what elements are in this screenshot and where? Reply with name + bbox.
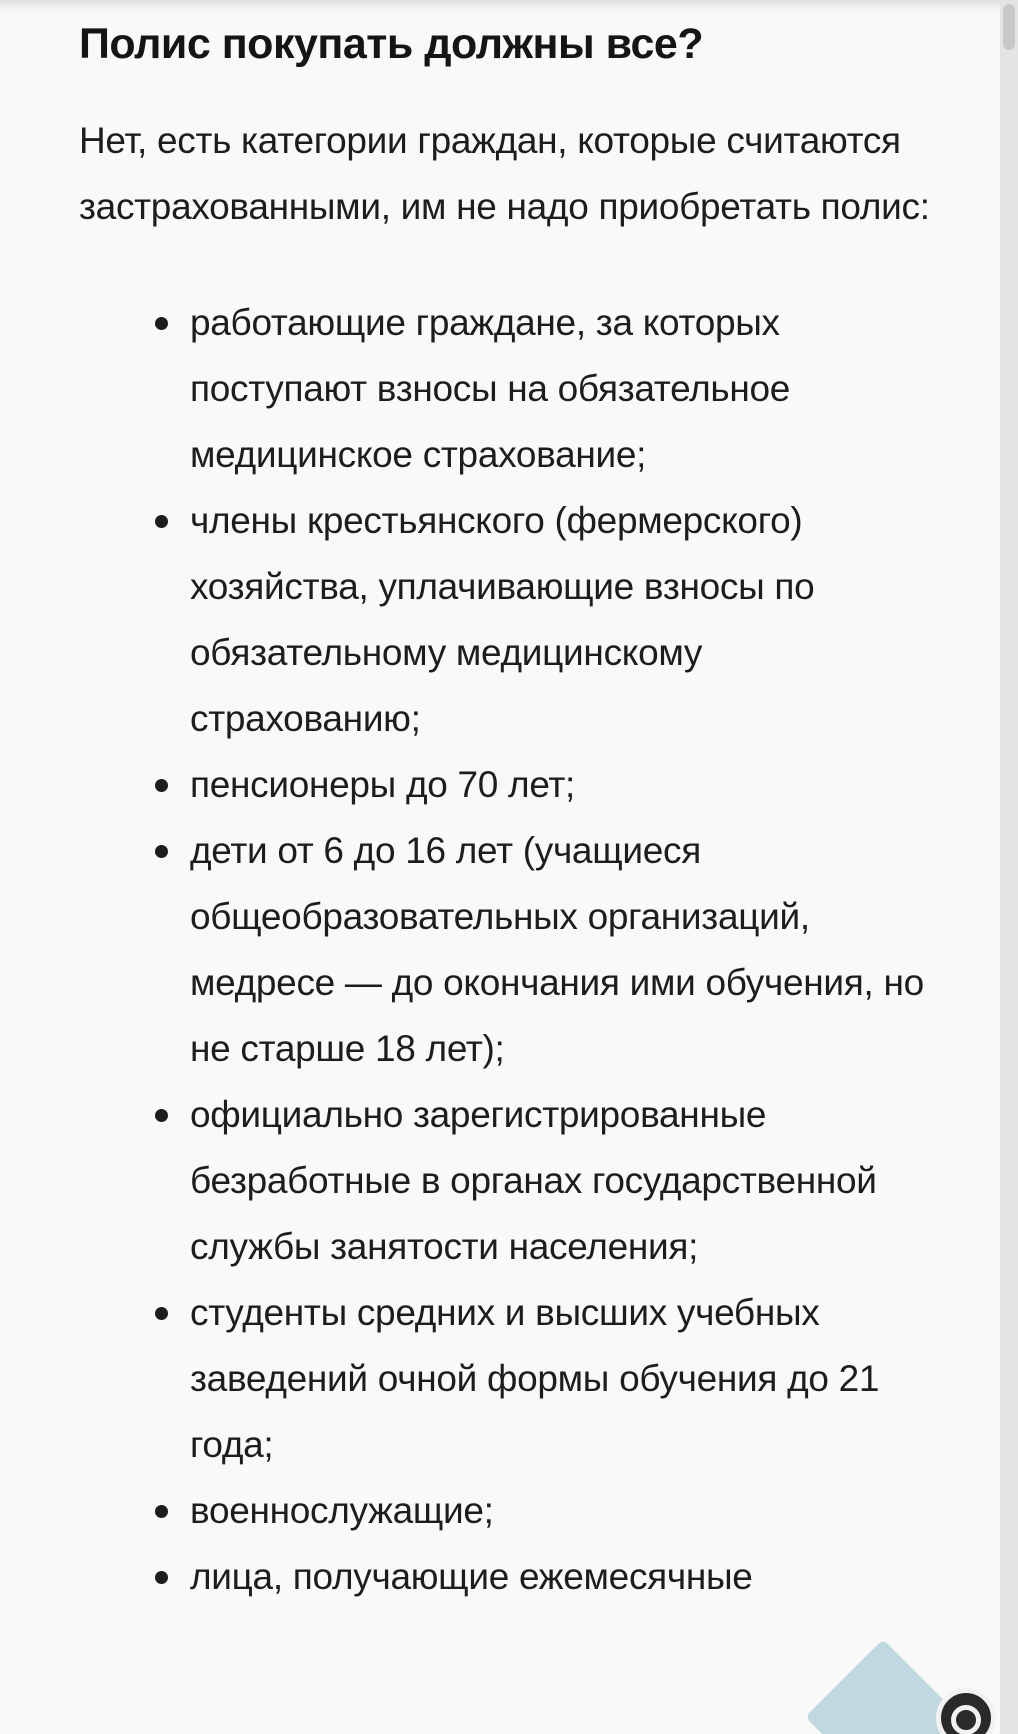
list-item-text: дети от 6 до 16 лет (учащиеся общеобразовательных организаций, медресе — до окончания ими обучения, но не старше 18 лет); xyxy=(190,830,924,1069)
list-item xyxy=(79,488,939,752)
list-item xyxy=(79,290,939,488)
accessibility-icon[interactable] xyxy=(936,1688,996,1734)
list-item xyxy=(79,752,939,818)
list-item xyxy=(79,1082,939,1280)
list-item xyxy=(79,1280,939,1478)
bullet-icon xyxy=(155,845,168,858)
intro-paragraph: Нет, есть категории граждан, которые считаются застрахованными, им не надо приобретать полис: xyxy=(79,120,930,227)
bullet-icon xyxy=(155,779,168,792)
list-item-text: официально зарегистрированные безработные в органах государственной службы занятости населения; xyxy=(190,1094,877,1267)
list-item-text: военнослужащие; xyxy=(190,1490,494,1531)
bullet-icon xyxy=(155,1109,168,1122)
list-item xyxy=(79,1478,939,1544)
list-item-text: пенсионеры до 70 лет; xyxy=(190,764,576,805)
scrollbar-thumb[interactable] xyxy=(1003,4,1015,50)
list-item-text: работающие граждане, за которых поступают взносы на обязательное медицинское страхование; xyxy=(190,302,791,475)
accessibility-icon-ring xyxy=(951,1705,981,1734)
bullet-icon xyxy=(155,1307,168,1320)
list-item-text: лица, получающие ежемесячные xyxy=(190,1556,753,1597)
bullet-icon xyxy=(155,317,168,330)
section-heading: Полис покупать должны все? xyxy=(79,20,704,68)
bullet-icon xyxy=(155,1505,168,1518)
scrollbar-track[interactable] xyxy=(1000,0,1018,1734)
list-item xyxy=(79,1544,939,1610)
insured-categories-list xyxy=(79,290,939,1610)
bullet-icon xyxy=(155,1571,168,1584)
list-item-text: члены крестьянского (фермерского) хозяйства, уплачивающие взносы по обязательному медицинскому страхованию; xyxy=(190,500,815,739)
article-content xyxy=(79,14,939,1610)
bullet-icon xyxy=(155,515,168,528)
list-item-text: студенты средних и высших учебных заведений очной формы обучения до 21 года; xyxy=(190,1292,880,1465)
list-item xyxy=(79,818,939,1082)
